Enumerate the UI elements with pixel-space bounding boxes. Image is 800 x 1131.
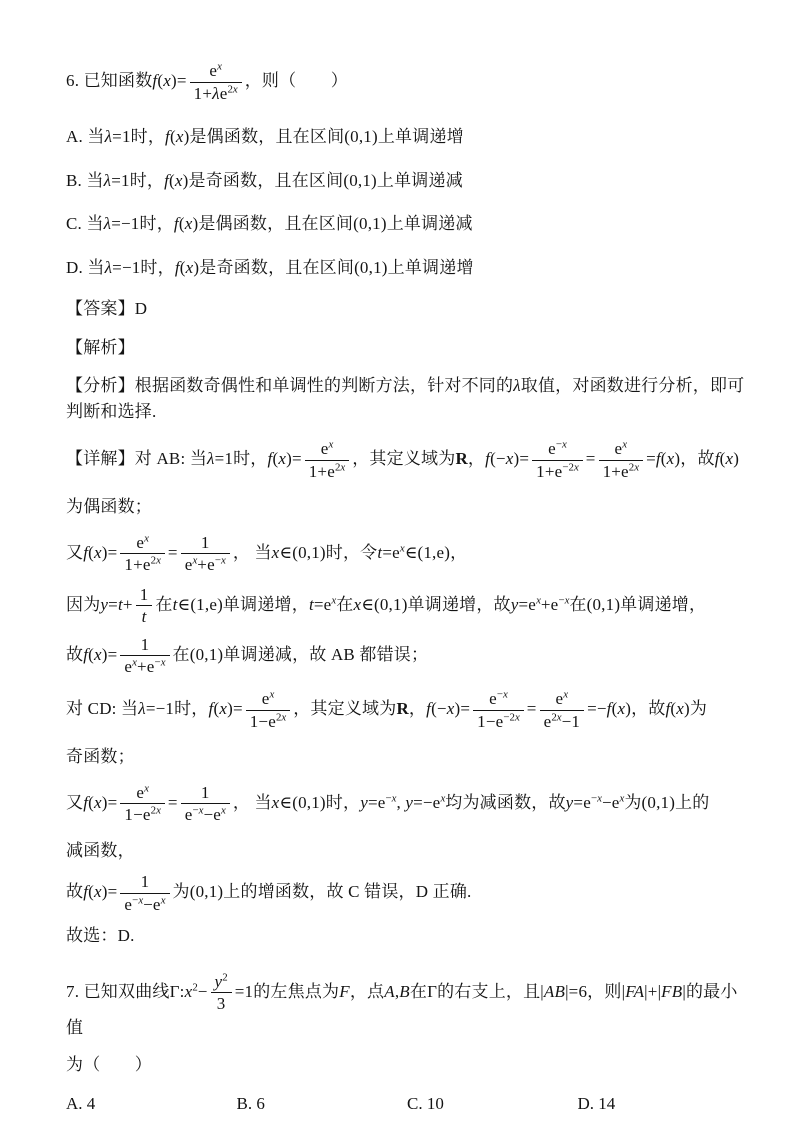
q6-solution-line-2: 为偶函数； (66, 497, 152, 517)
q6-conclusion: 故选：D. (66, 926, 135, 946)
q7-option-b: B. 6 (236, 1093, 265, 1113)
q6-solution-line-6: 对 CD: 当λ=−1时，f(x)= $\frac{e^x}{1-e^{2x}}$ ，其定义域为R，f(−x)= $\frac{e^{-x}}{1-e^{-2x}}$ = $\frac{e^x}{e^{2x}-1}$ =−f(x)，故f(x)为 (66, 688, 708, 731)
q6-solution-line-9: 减函数， (66, 840, 135, 860)
q6-solution-line-7: 奇函数； (66, 747, 135, 767)
q6-solution-line-8: 又f(x)= $\frac{e^x}{1-e^{2x}}$ = $\frac{1}{e^{-x}-e^x}$ ， 当x∈(0,1)时，$y=e^{-x}$, $y=-e^x$均为减函数，故$y=e^{-x}-e^x$为(0,1)上的 (66, 781, 710, 825)
q6-option-a: A. 当λ=1时，f(x)是偶函数，且在区间(0,1)上单调递增 (66, 127, 464, 147)
q7-option-d: D. 14 (577, 1093, 616, 1113)
q6-answer: 【答案】D (66, 299, 148, 319)
q6-jiexi-label: 【解析】 (66, 337, 135, 357)
q7-option-a: A. 4 (66, 1093, 96, 1113)
q6-solution-line-3: 又f(x)= $\frac{e^x}{1+e^{2x}}$ = $\frac{1}{e^x+e^{-x}}$ ， 当x∈(0,1)时，令$t=e^x\in(1,e)$， (66, 532, 468, 575)
q6-solution-line-10: 故f(x)= $\frac{1}{e^{-x}-e^x}$ 为(0,1)上的增函数，故 C 错误，D 正确. (66, 872, 472, 914)
q7-stem-line-1: 7. 已知双曲线$\Gamma:x^2-$ $\frac{y^2}{3}$ =1的左焦点为F，点A,B在Γ的右支上，且|AB|=6，则|FA|+|FB|的最小值 (66, 971, 738, 1037)
q6-stem: 6. 已知函数f(x)= $\frac{e^x}{1+\lambda e^{2x}}$ ，则（ ） (66, 60, 348, 103)
q6-option-b: B. 当λ=1时，f(x)是奇函数，且在区间(0,1)上单调递减 (66, 170, 463, 190)
q7-stem-line-2: 为（ ） (66, 1055, 152, 1075)
q6-solution-line-5: 故f(x)= $\frac{1}{e^x+e^{-x}}$ 在(0,1)单调递减，故 AB 都错误； (66, 634, 429, 677)
q7-options-row (66, 1094, 748, 1114)
q6-solution-line-1: 【详解】对 AB: 当λ=1时，f(x)= $\frac{e^x}{1+e^{2x}}$ ，其定义域为R，f(−x)= $\frac{e^{-x}}{1+e^{-2x}}$ = $\frac{e^x}{1+e^{2x}}$ =f(x)，故f(x) (66, 438, 740, 481)
q7-option-c: C. 10 (407, 1093, 444, 1113)
q6-option-d: D. 当λ=−1时，f(x)是奇函数，且在区间(0,1)上单调递增 (66, 257, 474, 277)
q6-option-c: C. 当λ=−1时，f(x)是偶函数，且在区间(0,1)上单调递减 (66, 214, 473, 234)
q6-analysis: 【分析】根据函数奇偶性和单调性的判断方法，针对不同的λ取值，对函数进行分析，即可判断和选择. (66, 376, 745, 421)
q6-solution-line-4: 因为y=t+ $\frac{1}{t}$ 在t∈(1,e)单调递增，$t=e^x$在x∈(0,1)单调递增，故$y=e^x+e^{-x}$在(0,1)单调递增， (66, 584, 707, 627)
